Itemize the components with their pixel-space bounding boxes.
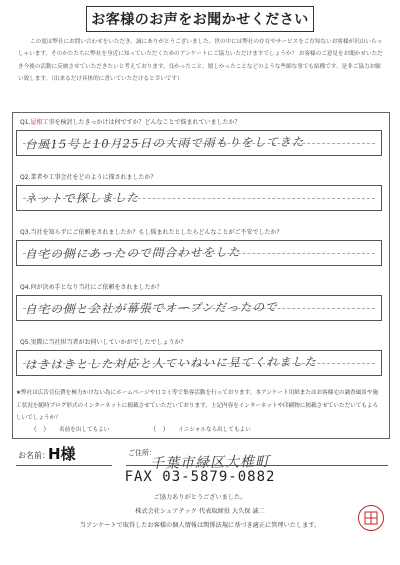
option-bracket-icon: （）	[149, 425, 176, 433]
answer-4-text: 自宅の側と会社が幕張でオープンだったので	[24, 299, 279, 317]
answer-3-box[interactable]	[16, 240, 382, 266]
option-bracket-icon: （）	[30, 425, 56, 433]
answer-3-text: 自宅の側にあったので問合わせをした	[24, 244, 241, 262]
answer-4-box[interactable]	[16, 295, 382, 321]
name-label: お名前：	[18, 451, 50, 460]
address-underline	[126, 465, 388, 466]
answer-1-box[interactable]	[16, 130, 382, 156]
consent-options	[30, 424, 251, 434]
question-1-label: Q1.屋根工事を検討したきっかけは何ですか？どんなことで悩まれていましたか？	[20, 119, 241, 126]
question-3-label: Q3.当社を知らずにご依頼をされましたか？もし悩まれたとしたらどんなことがご不安でしたか？	[20, 229, 283, 236]
consent-option-initials[interactable]: （） イニシャルなら出してもよい	[149, 425, 251, 433]
address-label: ご住所：	[128, 449, 156, 457]
question-2-label: Q2.業者や工事会社をどのように探されましたか？	[20, 174, 157, 181]
name-field[interactable]: H様	[48, 445, 76, 463]
company-seal-icon	[358, 505, 384, 531]
survey-title: お客様のお声をお聞かせください	[86, 6, 314, 32]
answer-2-box[interactable]	[16, 185, 382, 211]
answer-1-text: 台風15号と10月25日の大雨で雨もりをしてきた	[24, 134, 305, 152]
address-field[interactable]: 千葉市緑区大椎町	[149, 453, 271, 473]
privacy-notice: 当アンケートで取得したお客様の個人情報は関係法規に基づき適正に管理いたします。	[79, 522, 321, 529]
answer-5-box[interactable]	[16, 350, 382, 376]
question-4-label: Q4.何が決め手となり当社にご依頼をされましたか？	[20, 284, 163, 291]
consent-option-name[interactable]: （） 名前を出してもよい	[30, 425, 110, 433]
answer-2-text: ネットで探しました	[24, 190, 140, 206]
answer-5-text: はきはきとした対応と人ていねいに見てくれました	[24, 354, 318, 372]
question-5-label: Q5.実際に当社担当者がお伺いしていかがでしたでしょうか？	[20, 339, 187, 346]
intro-text: この度は弊社にお問い合わせをいただき、誠にありがとうございました。世の中には弊社の存在やサービスをご存知ないお客様が沢山いらっしゃいます。そのかたたちに弊社を身近に知っていただくためのアンケートにご協力いただけますでしょうか？ お客様のご意見をお聞かせいただき今後の活動に反映させていただきたいと考えております。良かったこと、嬉しかったことなどのような些細な事でも結構です。是非ご協力お願い致します。（出来るだけ具体的に書いていただけると幸いです）	[18, 39, 383, 83]
name-underline	[16, 465, 112, 466]
publication-consent-note: ★弊社は広告宣伝費を極力かけない為にホームページや口コミ等で集客活動を行っております。本アンケート用紙またはお客様宅の調査風景や施工状況を随時ブログ形式のインターネットに掲載させていただいております。上記内容をインターネットや印刷物に掲載させていただいてもよろしいでしょうか？	[16, 390, 379, 422]
company-name: 株式会社シェアテック 代表取締役 大久保 誠二	[135, 508, 265, 515]
thanks-text: ご協力ありがとうございました。	[153, 494, 247, 501]
fax-number: FAX 03-5879-0882	[124, 469, 276, 485]
